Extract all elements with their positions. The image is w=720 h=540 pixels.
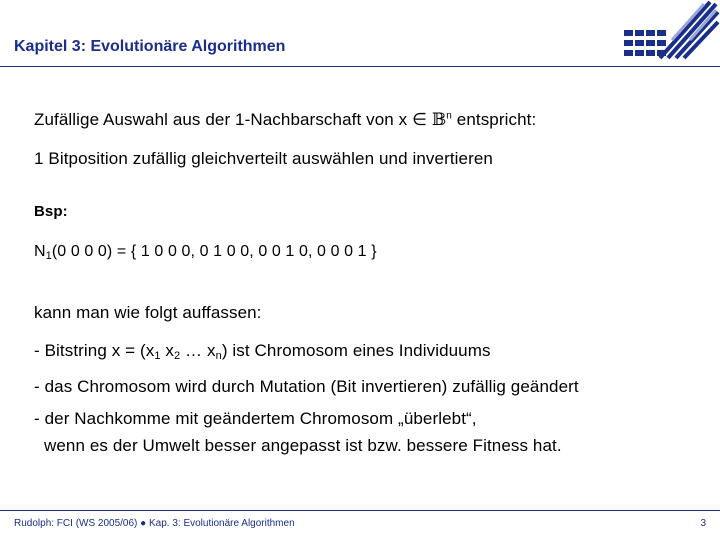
header-divider xyxy=(0,66,720,67)
intro-text-end: entspricht: xyxy=(451,110,537,129)
subscript-2: 2 xyxy=(174,350,181,362)
bullet-offspring-2: wenn es der Umwelt besser angepasst ist bzw. bessere Fitness hat. xyxy=(44,436,562,455)
example-label: Bsp: xyxy=(34,203,68,220)
page-number: 3 xyxy=(700,518,706,529)
bullet1-text: - Bitstring x = (x xyxy=(34,341,155,360)
bullet1-xn: … x xyxy=(180,341,216,360)
neighborhood-set: (0 0 0 0) = { 1 0 0 0, 0 1 0 0, 0 0 1 0, 0 0 0 1 } xyxy=(51,243,377,260)
subscript-n: n xyxy=(215,350,222,362)
subscript-1: 1 xyxy=(154,350,161,362)
bullet1-x2: x xyxy=(160,341,175,360)
neighborhood-formula xyxy=(34,243,377,262)
exponent-n: n xyxy=(446,110,452,122)
n-subscript: 1 xyxy=(45,250,52,262)
interpretation-line: kann man wie folgt auffassen: xyxy=(34,303,262,322)
page-title: Kapitel 3: Evolutionäre Algorithmen xyxy=(14,38,286,55)
bitposition-line: 1 Bitposition zufällig gleichverteilt auswählen und invertieren xyxy=(34,149,493,168)
element-of-symbol: ∈ xyxy=(412,110,427,129)
footer-course: Rudolph: FCI (WS 2005/06) ● Kap. 3: Evolutionäre Algorithmen xyxy=(14,518,295,529)
bullet-offspring-1: - der Nachkomme mit geändertem Chromosom „überlebt“, xyxy=(34,409,477,428)
footer-divider xyxy=(0,510,720,511)
university-logo-icon xyxy=(620,0,720,62)
intro-line xyxy=(34,110,536,130)
boolean-set-symbol: 𝔹 xyxy=(431,110,447,130)
bullet-mutation: - das Chromosom wird durch Mutation (Bit invertieren) zufällig geändert xyxy=(34,377,579,396)
bullet1-text-end: ) ist Chromosom eines Individuums xyxy=(221,341,491,360)
n-symbol: N xyxy=(34,243,46,260)
bullet-bitstring xyxy=(34,341,491,362)
intro-text: Zufällige Auswahl aus der 1-Nachbarschaft von x xyxy=(34,110,413,129)
